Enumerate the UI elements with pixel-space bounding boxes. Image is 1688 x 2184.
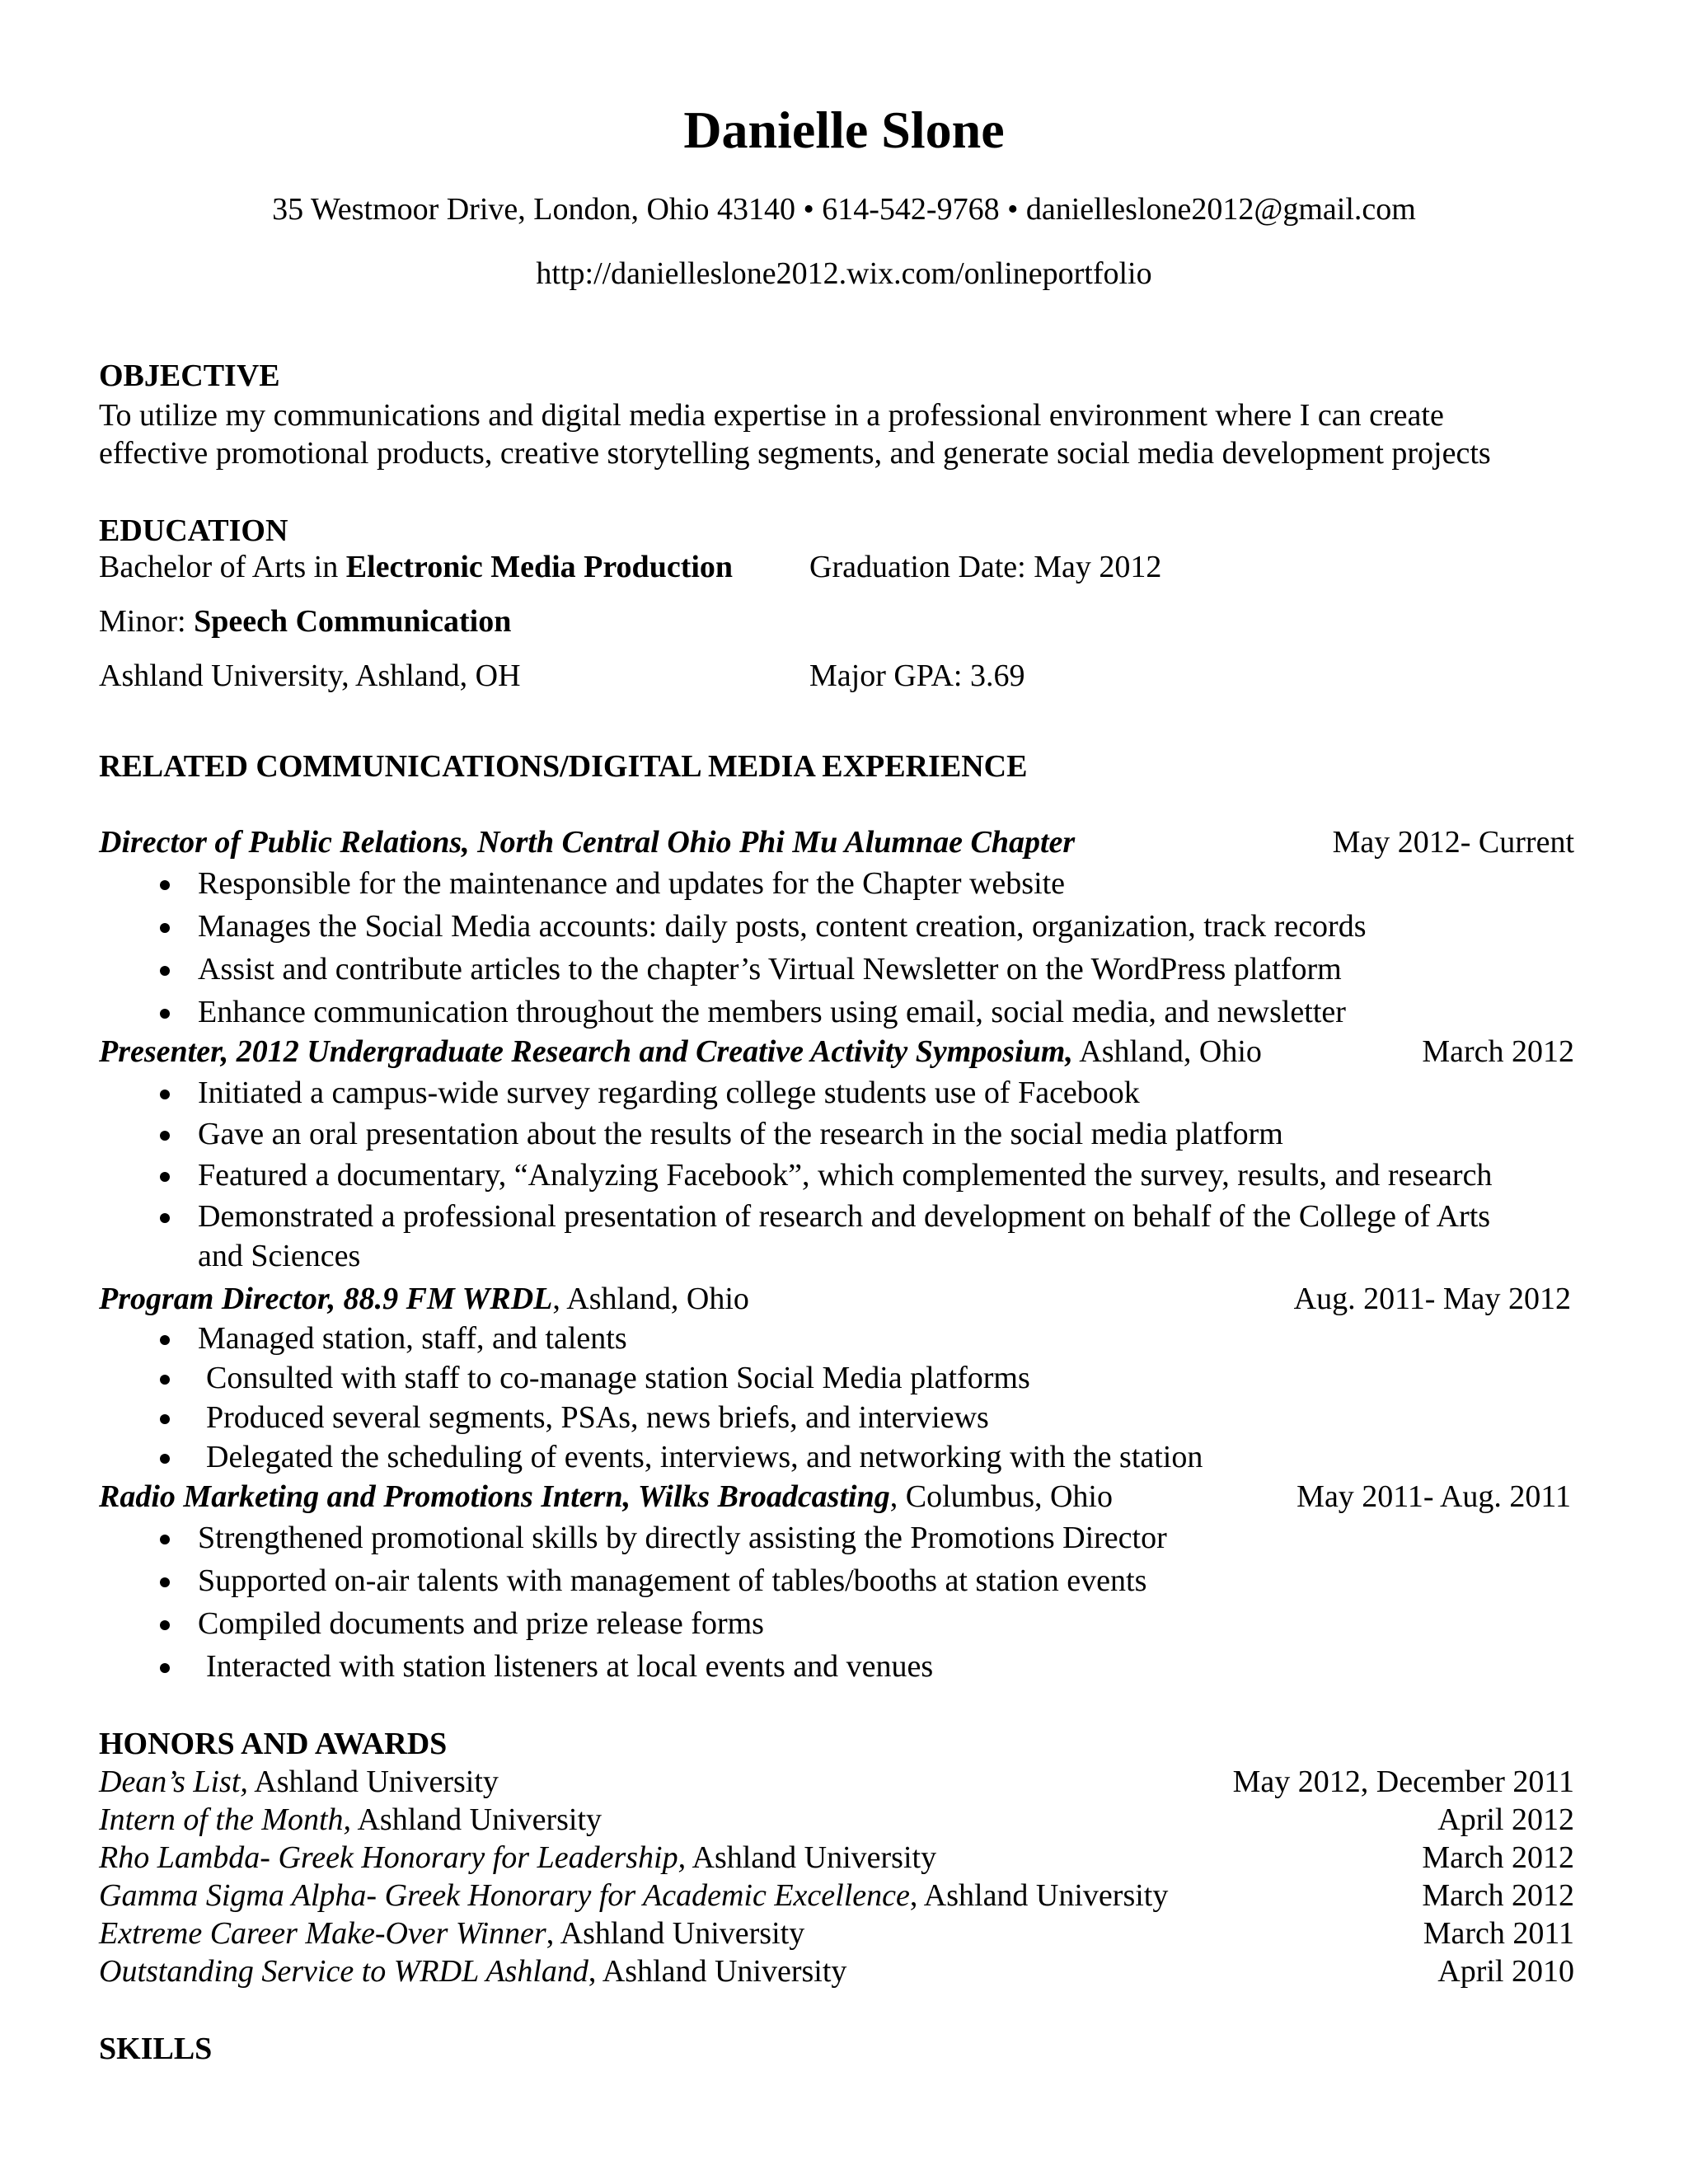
bullet-dot [160, 1577, 170, 1587]
honors-heading: HONORS AND AWARDS [99, 1727, 448, 1761]
honor-item [99, 1876, 1168, 1915]
bullet-dot [160, 1009, 170, 1019]
bullet-dot [160, 1620, 170, 1630]
bullet-dot [160, 1663, 170, 1673]
job-bullet: Enhance communication throughout the members using email, social media, and newsletter [198, 995, 1346, 1029]
honor-title: Gamma Sigma Alpha- Greek Honorary for Academic Excellence [99, 1878, 910, 1913]
job-bullet: Featured a documentary, “Analyzing Facebook”, which complemented the survey, results, and research [198, 1158, 1493, 1193]
education-heading: EDUCATION [99, 513, 288, 548]
honor-date: April 2010 [1437, 1954, 1574, 1989]
honor-date: March 2012 [1422, 1840, 1574, 1875]
job-location: , Columbus, Ohio [889, 1479, 1113, 1514]
honor-date: May 2012, December 2011 [1232, 1765, 1574, 1799]
job-bullet: Initiated a campus-wide survey regarding college students use of Facebook [198, 1076, 1140, 1110]
job-bullet: Consulted with staff to co-manage station Social Media platforms [206, 1361, 1030, 1395]
honor-org: Ashland University [686, 1840, 937, 1875]
skills-heading: SKILLS [99, 2032, 213, 2066]
objective-line-2: effective promotional products, creative storytelling segments, and generate social media development projects [99, 436, 1491, 471]
bullet-dot [160, 1414, 170, 1424]
job-title-line [99, 1032, 1262, 1071]
bullet-dot [160, 1090, 170, 1099]
honor-title: Rho Lambda- Greek Honorary for Leadership, [99, 1840, 687, 1875]
job-title: Director of Public Relations, North Central Ohio Phi Mu Alumnae Chapter [99, 825, 1076, 860]
bullet-dot [160, 923, 170, 933]
experience-heading: RELATED COMMUNICATIONS/DIGITAL MEDIA EXPERIENCE [99, 749, 1028, 784]
honor-item [99, 1914, 804, 1953]
job-bullet: Supported on-air talents with management of tables/booths at station events [198, 1563, 1147, 1598]
honor-title: Intern of the Month, [99, 1802, 352, 1837]
job-title-line [99, 823, 1075, 862]
honor-org: , Ashland University [588, 1954, 847, 1989]
bullet-dot [160, 1131, 170, 1141]
bullet-dot [160, 880, 170, 890]
honor-item [99, 1762, 499, 1802]
job-dates: March 2012 [1422, 1034, 1574, 1069]
job-location: , Ashland, Ohio [552, 1282, 749, 1316]
bullet-dot [160, 1335, 170, 1345]
graduation-date: Graduation Date: May 2012 [809, 550, 1162, 584]
job-dates: May 2011- Aug. 2011 [1296, 1479, 1571, 1514]
degree-major: Electronic Media Production [345, 550, 734, 584]
candidate-name: Danielle Slone [683, 101, 1005, 159]
honor-date: March 2011 [1423, 1916, 1574, 1951]
job-title: Radio Marketing and Promotions Intern, Wilks Broadcasting [99, 1479, 890, 1514]
job-bullet: Strengthened promotional skills by directly assisting the Promotions Director [198, 1521, 1167, 1555]
bullet-dot [160, 1172, 170, 1182]
school-line: Ashland University, Ashland, OH [99, 658, 521, 693]
bullet-dot [160, 1375, 170, 1385]
job-bullet: Managed station, staff, and talents [198, 1321, 627, 1356]
job-bullet: Assist and contribute articles to the chapter’s Virtual Newsletter on the WordPress platform [198, 952, 1342, 987]
job-bullet: Demonstrated a professional presentation of research and development on behalf of the College of Arts [198, 1199, 1491, 1234]
job-title: Presenter, 2012 Undergraduate Research and Creative Activity Symposium, [99, 1034, 1073, 1069]
job-title: Program Director, 88.9 FM WRDL [99, 1282, 553, 1316]
objective-heading: OBJECTIVE [99, 359, 280, 393]
honor-org: , Ashland University [909, 1878, 1169, 1913]
honor-title: Dean’s List, [99, 1765, 248, 1799]
honor-org: , Ashland University [546, 1916, 805, 1951]
job-bullet: Delegated the scheduling of events, interviews, and networking with the station [206, 1440, 1203, 1474]
job-location: Ashland, Ohio [1072, 1034, 1262, 1069]
job-bullet: Produced several segments, PSAs, news briefs, and interviews [206, 1400, 989, 1435]
job-bullet: Interacted with station listeners at local events and venues [206, 1649, 934, 1684]
degree-line [99, 547, 733, 587]
job-bullet: Gave an oral presentation about the results of the research in the social media platform [198, 1117, 1283, 1151]
portfolio-url: http://danielleslone2012.wix.com/onlineportfolio [536, 256, 1152, 291]
minor-name: Speech Communication [194, 604, 512, 639]
job-dates: May 2012- Current [1332, 825, 1574, 860]
contact-line: 35 Westmoor Drive, London, Ohio 43140 • 614-542-9768 • danielleslone2012@gmail.com [272, 192, 1416, 227]
honor-item [99, 1838, 936, 1877]
bullet-dot [160, 1454, 170, 1464]
objective-line-1: To utilize my communications and digital media expertise in a professional environment where I can create [99, 398, 1444, 433]
honor-org: Ashland University [247, 1765, 499, 1799]
honor-title: Extreme Career Make-Over Winner [99, 1916, 546, 1951]
job-dates: Aug. 2011- May 2012 [1293, 1282, 1571, 1316]
minor-line [99, 602, 511, 641]
bullet-dot [160, 966, 170, 976]
job-bullet: Manages the Social Media accounts: daily posts, content creation, organization, track records [198, 909, 1367, 944]
bullet-dot [160, 1535, 170, 1544]
degree-prefix: Bachelor of Arts in [99, 550, 346, 584]
gpa-line: Major GPA: 3.69 [809, 658, 1025, 693]
honor-date: March 2012 [1422, 1878, 1574, 1913]
honor-item [99, 1800, 602, 1840]
job-title-line [99, 1279, 749, 1319]
honor-date: April 2012 [1437, 1802, 1574, 1837]
job-bullet: Responsible for the maintenance and updates for the Chapter website [198, 866, 1066, 901]
job-bullet-continuation: and Sciences [198, 1239, 361, 1273]
honor-item [99, 1952, 846, 1991]
job-title-line [99, 1477, 1113, 1516]
minor-prefix: Minor: [99, 604, 195, 639]
honor-org: Ashland University [351, 1802, 603, 1837]
bullet-dot [160, 1213, 170, 1223]
honor-title: Outstanding Service to WRDL Ashland [99, 1954, 588, 1989]
job-bullet: Compiled documents and prize release forms [198, 1606, 764, 1641]
